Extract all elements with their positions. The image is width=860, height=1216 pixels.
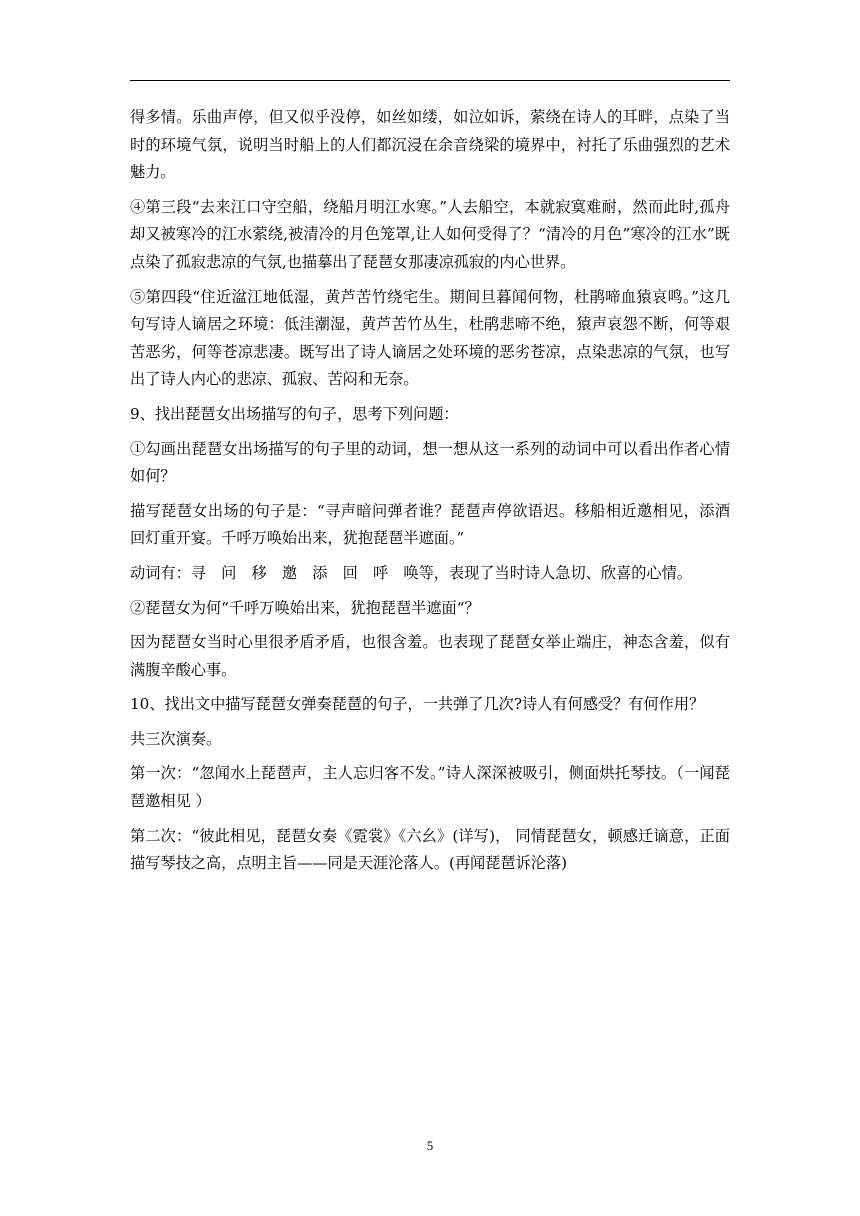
body-text	[130, 104, 730, 878]
question-9: 9、找出琵琶女出场描写的句子，思考下列问题：	[130, 404, 459, 423]
question-9-sub-1: ①勾画出琵琶女出场描写的句子里的动词，想一想从这一系列的动词中可以看出作者心情如何？	[130, 439, 730, 486]
header-rule	[130, 80, 730, 81]
answer-9-sentences: 描写琵琶女出场的句子是：“寻声暗问弹者谁？琵琶声停欲语迟。移船相近邀相见，添酒回灯重开宴。千呼万唤始出来，犹抱琵琶半遮面。”	[130, 501, 730, 548]
paragraph-point-5: ⑤第四段“住近湓江地低湿，黄芦苦竹绕宅生。期间旦暮闻何物，杜鹃啼血猿哀鸣。”这几句写诗人谪居之环境：低洼潮湿，黄芦苦竹丛生，杜鹃悲啼不绝，猿声哀怨不断，何等艰苦恶劣，何等苍凉悲凄。既写出了诗人谪居之处环境的恶劣苍凉，点染悲凉的气氛，也写出了诗人内心的悲凉、孤寂、苦闷和无奈。	[130, 287, 730, 389]
page-number: 5	[426, 1138, 434, 1153]
question-9-sub-2: ②琵琶女为何“千呼万唤始出来，犹抱琵琶半遮面“？	[130, 598, 480, 617]
answer-10-first: 第一次：“忽闻水上琵琶声，主人忘归客不发。”诗人深深被吸引，侧面烘托琴技。（一闻琵琶邀相见 ）	[130, 764, 730, 811]
answer-10-second: 第二次：“彼此相见，琵琶女奏《霓裳》《六幺》(详写)， 同情琵琶女，顿感迁谪意，正面描写琴技之高，点明主旨——同是天涯沦落人。(再闻琵琶诉沦落)	[130, 826, 730, 873]
paragraph-point-4: ④第三段“去来江口守空船，绕船月明江水寒。”人去船空，本就寂寞难耐，然而此时,孤舟却又被寒冷的江水萦绕,被清冷的月色笼罩,让人如何受得了？“清冷的月色”寒冷的江水”既点染了孤寂悲凉的气氛,也描摹出了琵琶女那凄凉孤寂的内心世界。	[130, 197, 730, 271]
answer-9-sub-2: 因为琵琶女当时心里很矛盾矛盾，也很含羞。也表现了琵琶女举止端庄，神态含羞，似有满腹辛酸心事。	[130, 633, 730, 679]
answer-9-verbs: 动词有：寻 问 移 邀 添 回 呼 唤等，表现了当时诗人急切、欣喜的心情。	[130, 563, 692, 582]
answer-10-summary: 共三次演奏。	[130, 729, 222, 748]
question-10: 10、找出文中描写琵琶女弹奏琵琶的句子，一共弹了几次?诗人有何感受？有何作用？	[130, 695, 705, 714]
paragraph-continued-intro: 得多情。乐曲声停，但又似乎没停，如丝如缕，如泣如诉，萦绕在诗人的耳畔，点染了当时的环境气氛，说明当时船上的人们都沉浸在余音绕梁的境界中，衬托了乐曲强烈的艺术魅力。	[130, 108, 730, 182]
